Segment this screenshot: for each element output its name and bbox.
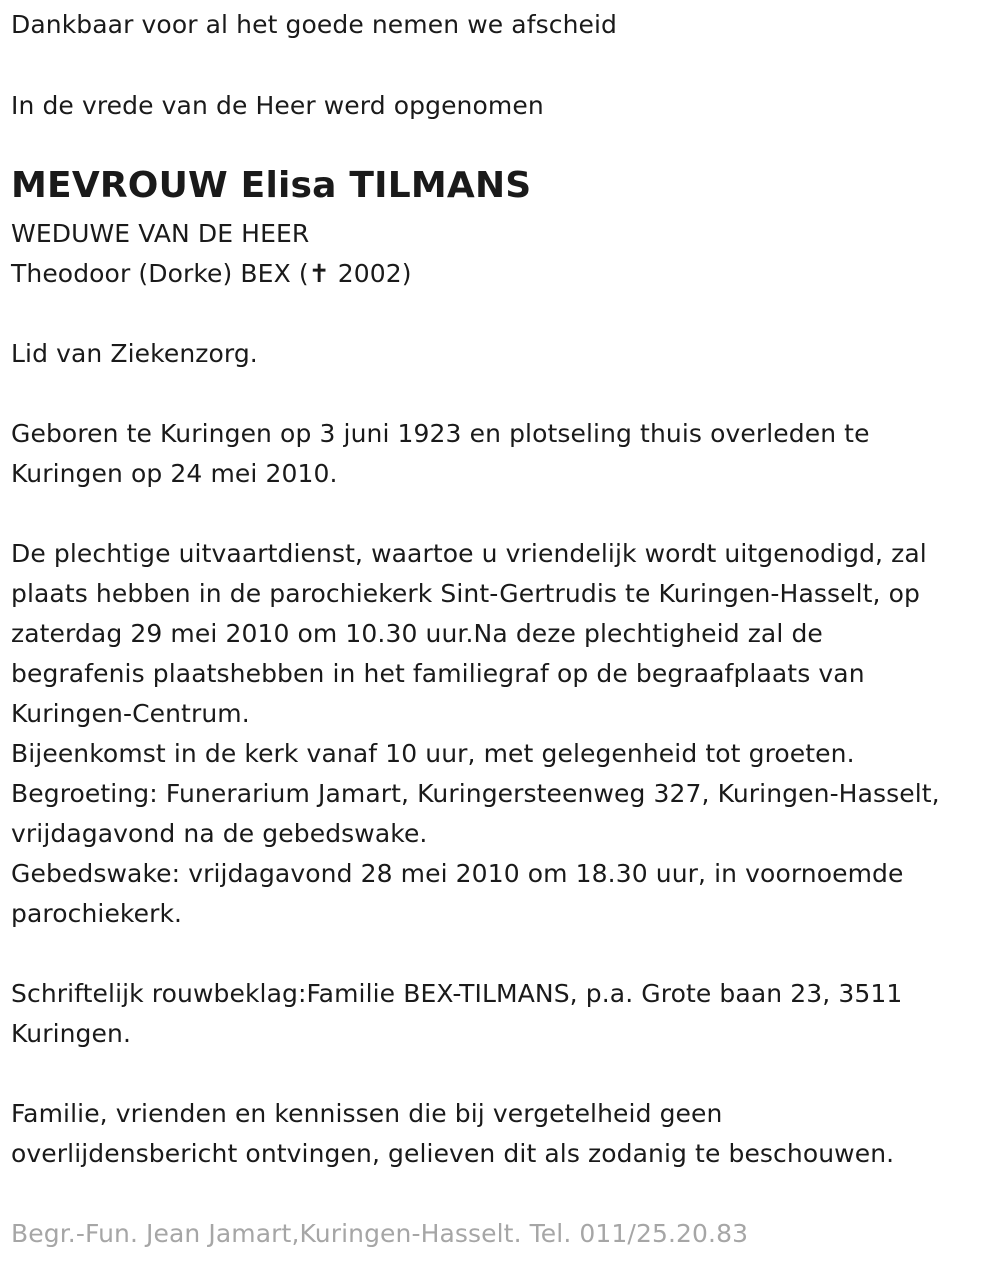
birth-death-line-2: Kuringen op 24 mei 2010. (11, 459, 338, 488)
condolence-line-1: Schriftelijk rouwbeklag:Familie BEX-TILMANS, p.a. Grote baan 23, 3511 (11, 979, 903, 1008)
closing-line-1: Familie, vrienden en kennissen die bij vergetelheid geen (11, 1099, 723, 1128)
membership-line: Lid van Ziekenzorg. (11, 339, 258, 368)
service-line-3: zaterdag 29 mei 2010 om 10.30 uur.Na deze plechtigheid zal de (11, 619, 823, 648)
service-line-5: Kuringen-Centrum. (11, 699, 250, 728)
service-line-1: De plechtige uitvaartdienst, waartoe u vriendelijk wordt uitgenodigd, zal (11, 539, 927, 568)
service-line-10: parochiekerk. (11, 899, 183, 928)
closing-line-2: overlijdensbericht ontvingen, gelieven dit als zodanig te beschouwen. (11, 1139, 895, 1168)
service-line-7: Begroeting: Funerarium Jamart, Kuringersteenweg 327, Kuringen-Hasselt, (11, 779, 940, 808)
service-line-4: begrafenis plaatshebben in het familiegraf op de begraafplaats van (11, 659, 865, 688)
received-line: In de vrede van de Heer werd opgenomen (11, 91, 544, 120)
condolence-line-2: Kuringen. (11, 1019, 132, 1048)
service-line-2: plaats hebben in de parochiekerk Sint-Gertrudis te Kuringen-Hasselt, op (11, 579, 921, 608)
service-line-9: Gebedswake: vrijdagavond 28 mei 2010 om 18.30 uur, in voornoemde (11, 859, 904, 888)
birth-death-line-1: Geboren te Kuringen op 3 juni 1923 en plotseling thuis overleden te (11, 419, 870, 448)
widow-of-line: WEDUWE VAN DE HEER (11, 219, 310, 248)
opening-line: Dankbaar voor al het goede nemen we afscheid (11, 10, 618, 39)
deceased-name: MEVROUW Elisa TILMANS (11, 165, 532, 206)
funeral-home-footer: Begr.-Fun. Jean Jamart,Kuringen-Hasselt. Tel. 011/25.20.83 (11, 1219, 749, 1248)
spouse-line: Theodoor (Dorke) BEX (✝ 2002) (11, 259, 412, 288)
service-line-6: Bijeenkomst in de kerk vanaf 10 uur, met gelegenheid tot groeten. (11, 739, 855, 768)
service-line-8: vrijdagavond na de gebedswake. (11, 819, 428, 848)
